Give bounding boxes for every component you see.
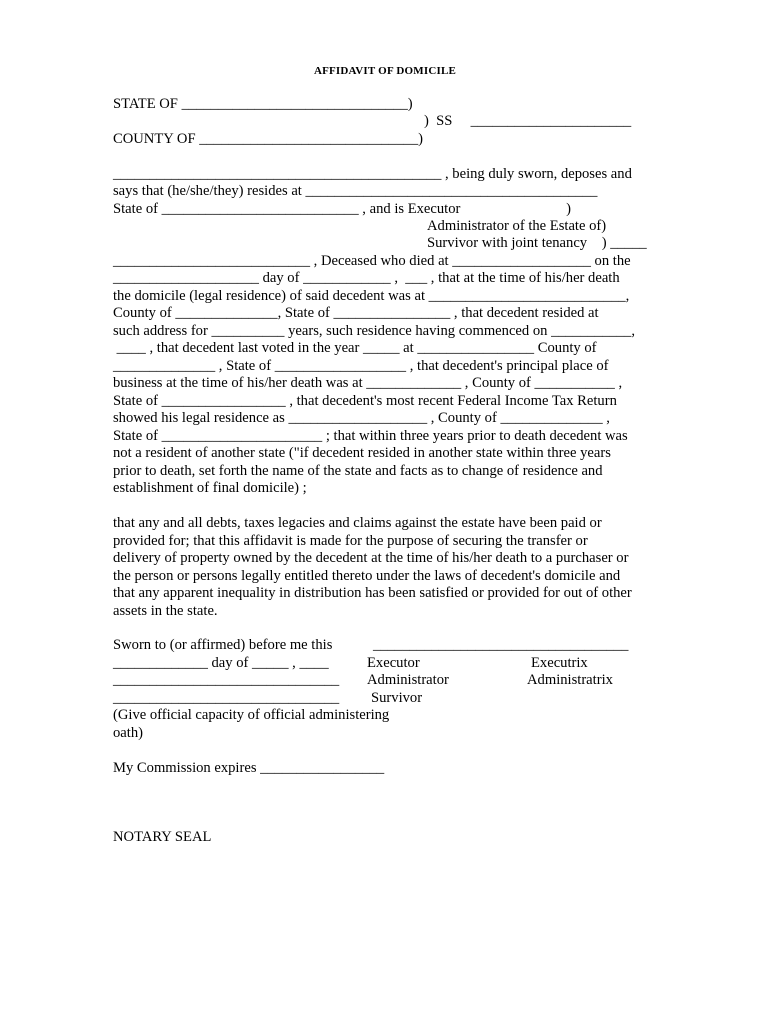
body-line: State of _________________ , that decedent's most recent Federal Income Tax Return xyxy=(113,393,617,409)
body-line: showed his legal residence as ___________________ , County of ______________ , xyxy=(113,410,610,426)
document-title: AFFIDAVIT OF DOMICILE xyxy=(313,65,457,77)
body-line: ____________________ day of ____________ , ___ , that at the time of his/her death xyxy=(113,270,620,286)
body-line: prior to death, set forth the name of the state and facts as to change of residence and xyxy=(113,463,603,479)
administratrix-label: Administratrix xyxy=(527,672,613,688)
body-line: establishment of final domicile) ; xyxy=(113,480,307,496)
ss-line: ) SS ______________________ xyxy=(424,113,632,129)
notary-seal-label: NOTARY SEAL xyxy=(113,829,212,845)
official-blank-2: _______________________________ xyxy=(113,690,340,706)
executor-label: Executor xyxy=(367,655,420,671)
commission-expires-line: My Commission expires _________________ xyxy=(113,760,385,776)
sworn-line: Sworn to (or affirmed) before me this xyxy=(113,637,333,653)
survivor-label: Survivor xyxy=(371,690,423,706)
body-line: _____________________________________________ , being duly sworn, deposes and xyxy=(113,166,632,182)
body-line: State of ___________________________ , and is Executor ) xyxy=(113,201,572,217)
paragraph-line: the person or persons legally entitled thereto under the laws of decedent's domicile and xyxy=(113,568,621,584)
official-capacity-line: (Give official capacity of official administering xyxy=(113,707,390,723)
body-line: State of ______________________ ; that within three years prior to death decedent was xyxy=(113,428,628,444)
body-line: County of ______________, State of ________________ , that decedent resided at xyxy=(113,305,599,321)
official-blank-1: _______________________________ xyxy=(113,672,340,688)
executrix-label: Executrix xyxy=(531,655,588,671)
body-line: the domicile (legal residence) of said decedent was at ___________________________, xyxy=(113,288,630,304)
state-of-line: STATE OF _______________________________) xyxy=(113,96,413,112)
body-line: ____ , that decedent last voted in the year _____ at ________________ County of xyxy=(113,340,597,356)
body-line: ______________ , State of __________________ , that decedent's principal place of xyxy=(113,358,609,374)
sworn-day-line: _____________ day of _____ , ____ xyxy=(113,655,329,671)
body-line: says that (he/she/they) resides at ________________________________________ xyxy=(113,183,598,199)
body-line: ___________________________ , Deceased who died at ___________________ on the xyxy=(113,253,631,269)
body-line: Survivor with joint tenancy ) _____ xyxy=(427,235,647,251)
body-line: Administrator of the Estate of) xyxy=(427,218,607,234)
body-line: such address for __________ years, such residence having commenced on ___________, xyxy=(113,323,636,339)
paragraph-line: that any apparent inequality in distribution has been satisfied or provided for out of other xyxy=(113,585,632,601)
paragraph-line: assets in the state. xyxy=(113,603,218,619)
county-of-line: COUNTY OF ______________________________) xyxy=(113,131,423,147)
administrator-label: Administrator xyxy=(367,672,449,688)
paragraph-line: that any and all debts, taxes legacies and claims against the estate have been paid or xyxy=(113,515,602,531)
paragraph-line: delivery of property owned by the decedent at the time of his/her death to a purchaser or xyxy=(113,550,629,566)
body-line: business at the time of his/her death was at _____________ , County of ___________ , xyxy=(113,375,623,391)
paragraph-line: provided for; that this affidavit is made for the purpose of securing the transfer or xyxy=(113,533,588,549)
signer-signature-blank: ___________________________________ xyxy=(373,637,629,653)
body-line: not a resident of another state ("if decedent resided in another state within three years xyxy=(113,445,611,461)
official-capacity-line: oath) xyxy=(113,725,143,741)
